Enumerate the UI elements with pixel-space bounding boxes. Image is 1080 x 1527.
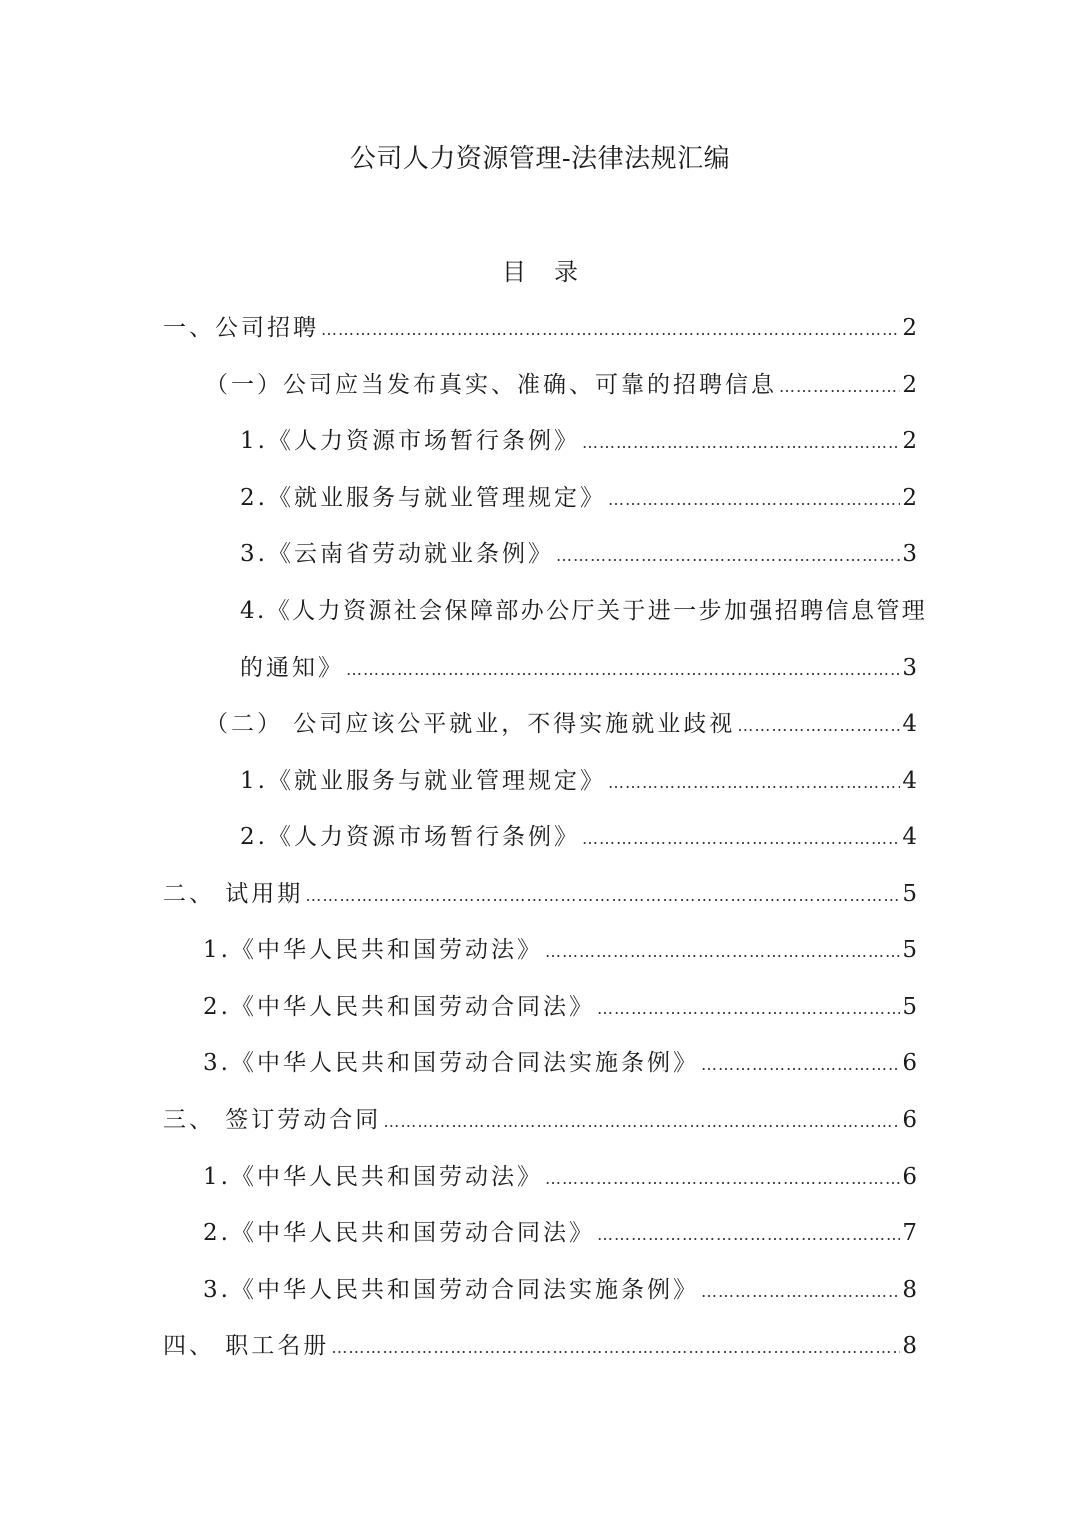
dot-leader bbox=[321, 310, 900, 350]
toc-page-number: 3 bbox=[902, 541, 917, 567]
toc-page-number: 4 bbox=[902, 768, 917, 794]
toc-entry-text: 1.《人力资源市场暂行条例》 bbox=[240, 428, 580, 454]
toc-page-number: 2 bbox=[902, 428, 917, 454]
dot-leader bbox=[608, 480, 900, 520]
toc-entry-section-1[interactable] bbox=[163, 308, 917, 348]
dot-leader bbox=[582, 819, 900, 859]
toc-entry-item[interactable] bbox=[203, 1157, 917, 1197]
toc-page-number: 2 bbox=[902, 485, 917, 511]
document-title: 公司人力资源管理-法律法规汇编 bbox=[349, 144, 731, 174]
toc-entry-text: 四、 职工名册 bbox=[163, 1333, 330, 1359]
toc-entry-text: 一、公司招聘 bbox=[163, 315, 319, 341]
toc-page-number: 2 bbox=[902, 372, 917, 398]
toc-page-number: 7 bbox=[902, 1220, 917, 1246]
dot-leader bbox=[305, 876, 900, 916]
dot-leader bbox=[737, 706, 900, 746]
toc-entry-text: 1.《中华人民共和国劳动法》 bbox=[203, 1164, 543, 1190]
toc-entry-item[interactable] bbox=[203, 1043, 917, 1083]
toc-entry-item-continuation[interactable] bbox=[240, 648, 917, 688]
toc-entry-item-wrapped[interactable]: 4.《人力资源社会保障部办公厅关于进一步加强招聘信息管理 bbox=[240, 598, 928, 624]
toc-entry-text: 1.《中华人民共和国劳动法》 bbox=[203, 937, 543, 963]
toc-entry-item[interactable] bbox=[240, 761, 917, 801]
toc-entry-item[interactable] bbox=[240, 421, 917, 461]
toc-entry-text: 三、 签订劳动合同 bbox=[163, 1107, 382, 1133]
toc-entry-text: 3.《云南省劳动就业条例》 bbox=[240, 541, 554, 567]
toc-entry-item[interactable] bbox=[240, 478, 917, 518]
toc-page-number: 5 bbox=[902, 994, 917, 1020]
toc-entry-item[interactable] bbox=[203, 1270, 917, 1310]
toc-entry-item[interactable] bbox=[203, 987, 917, 1027]
toc-page-number: 2 bbox=[902, 315, 917, 341]
toc-entry-subsection-1-2[interactable] bbox=[205, 704, 917, 744]
toc-page-number: 6 bbox=[902, 1164, 917, 1190]
dot-leader bbox=[383, 1102, 900, 1142]
dot-leader bbox=[346, 650, 900, 690]
toc-entry-text: 1.《就业服务与就业管理规定》 bbox=[240, 768, 606, 794]
dot-leader bbox=[545, 1159, 900, 1199]
dot-leader bbox=[701, 1045, 900, 1085]
toc-entry-text: 2.《中华人民共和国劳动合同法》 bbox=[203, 994, 595, 1020]
toc-entry-item[interactable] bbox=[203, 1213, 917, 1253]
toc-page-number: 6 bbox=[902, 1107, 917, 1133]
dot-leader bbox=[556, 536, 900, 576]
toc-page-number: 5 bbox=[902, 881, 917, 907]
toc-entry-section-4[interactable] bbox=[163, 1326, 917, 1366]
toc-entry-text: 2.《人力资源市场暂行条例》 bbox=[240, 824, 580, 850]
toc-entry-text: （二） 公司应该公平就业，不得实施就业歧视 bbox=[205, 711, 736, 737]
toc-page-number: 3 bbox=[902, 655, 917, 681]
toc-page-number: 4 bbox=[902, 711, 917, 737]
toc-page-number: 5 bbox=[902, 937, 917, 963]
toc-entry-subsection-1-1[interactable] bbox=[205, 365, 917, 405]
toc-entry-item[interactable] bbox=[203, 930, 917, 970]
toc-heading: 目录 bbox=[502, 258, 606, 286]
toc-entry-text: 的通知》 bbox=[240, 655, 344, 681]
dot-leader bbox=[597, 1215, 900, 1255]
dot-leader bbox=[597, 989, 900, 1029]
toc-entry-item[interactable] bbox=[240, 534, 917, 574]
dot-leader bbox=[608, 763, 900, 803]
toc-entry-text: 2.《中华人民共和国劳动合同法》 bbox=[203, 1220, 595, 1246]
toc-page-number: 6 bbox=[902, 1050, 917, 1076]
toc-entry-section-2[interactable] bbox=[163, 874, 917, 914]
toc-page-number: 8 bbox=[902, 1277, 917, 1303]
dot-leader bbox=[582, 423, 900, 463]
toc-entry-item[interactable] bbox=[240, 817, 917, 857]
toc-entry-text: （一）公司应当发布真实、准确、可靠的招聘信息 bbox=[205, 372, 777, 398]
dot-leader bbox=[701, 1272, 900, 1312]
toc-entry-text: 2.《就业服务与就业管理规定》 bbox=[240, 485, 606, 511]
toc-entry-text: 3.《中华人民共和国劳动合同法实施条例》 bbox=[203, 1277, 699, 1303]
dot-leader bbox=[779, 367, 900, 407]
dot-leader bbox=[545, 932, 900, 972]
toc-entry-section-3[interactable] bbox=[163, 1100, 917, 1140]
toc-entry-text: 二、 试用期 bbox=[163, 881, 304, 907]
toc-entry-text: 3.《中华人民共和国劳动合同法实施条例》 bbox=[203, 1050, 699, 1076]
toc-page-number: 8 bbox=[902, 1333, 917, 1359]
toc-page-number: 4 bbox=[902, 824, 917, 850]
dot-leader bbox=[331, 1328, 900, 1368]
